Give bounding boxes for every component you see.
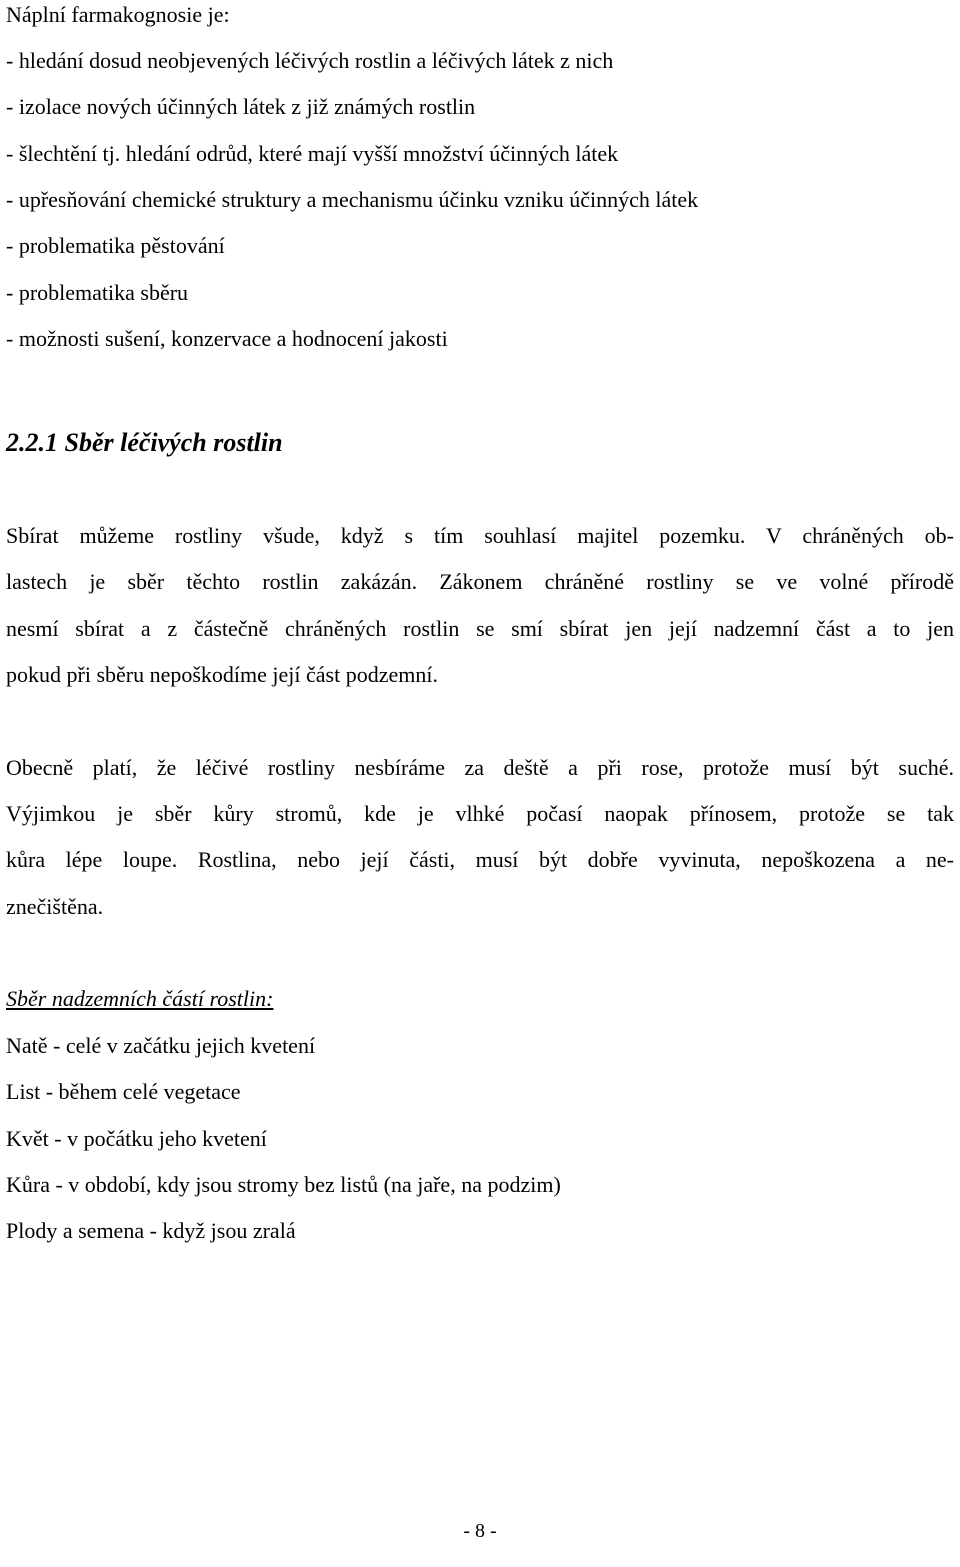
intro-item: - problematika sběru (6, 280, 189, 305)
paragraph-line: Obecně platí, že léčivé rostliny nesbíráme za deště a při rose, protože musí být suché. (6, 755, 954, 780)
paragraph-line: pokud při sběru nepoškodíme její část podzemní. (6, 662, 438, 687)
collection-item: Kůra - v období, kdy jsou stromy bez listů (na jaře, na podzim) (6, 1172, 561, 1197)
collection-item: Květ - v počátku jeho kvetení (6, 1126, 267, 1151)
page-number: - 8 - (463, 1520, 497, 1542)
intro-title: Náplní farmakognosie je: (6, 2, 230, 27)
intro-item: - šlechtění tj. hledání odrůd, které mají vyšší množství účinných látek (6, 141, 619, 166)
collection-subheading: Sběr nadzemních částí rostlin: (6, 986, 274, 1011)
paragraph-line: znečištěna. (6, 894, 104, 919)
intro-item: - problematika pěstování (6, 233, 225, 258)
paragraph-line: lastech je sběr těchto rostlin zakázán. Zákonem chráněné rostliny se ve volné přírodě (6, 569, 954, 594)
intro-item: - hledání dosud neobjevených léčivých rostlin a léčivých látek z nich (6, 48, 614, 73)
collection-item: Natě - celé v začátku jejich kvetení (6, 1033, 316, 1058)
section-heading: 2.2.1 Sběr léčivých rostlin (6, 428, 283, 457)
paragraph-line: Výjimkou je sběr kůry stromů, kde je vlhké počasí naopak přínosem, protože se tak (6, 801, 954, 826)
intro-item: - možnosti sušení, konzervace a hodnocení jakosti (6, 326, 448, 351)
intro-item: - upřesňování chemické struktury a mechanismu účinku vzniku účinných látek (6, 187, 699, 212)
paragraph-line: kůra lépe loupe. Rostlina, nebo její části, musí být dobře vyvinuta, nepoškozena a ne- (6, 847, 954, 872)
paragraph-line: nesmí sbírat a z částečně chráněných rostlin se smí sbírat jen její nadzemní část a to jen (6, 616, 954, 641)
paragraph-line: Sbírat můžeme rostliny všude, když s tím souhlasí majitel pozemku. V chráněných ob- (6, 523, 954, 548)
collection-item: Plody a semena - když jsou zralá (6, 1218, 296, 1243)
intro-item: - izolace nových účinných látek z již známých rostlin (6, 94, 476, 119)
collection-item: List - během celé vegetace (6, 1079, 241, 1104)
